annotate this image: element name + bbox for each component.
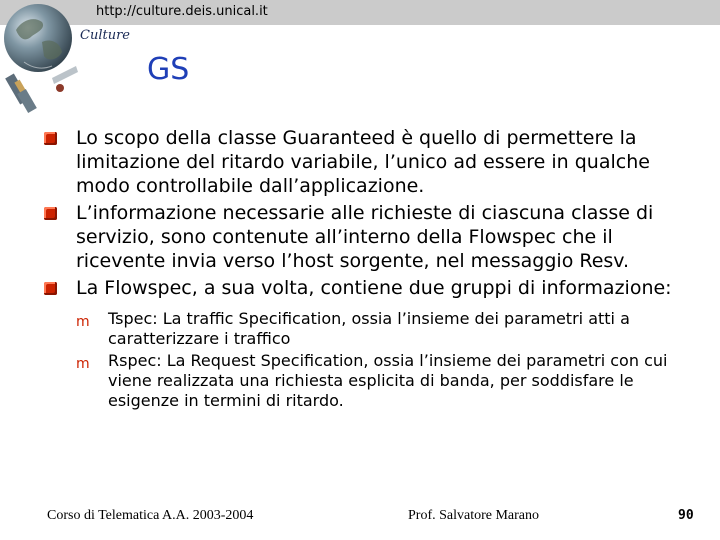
bullet-text: L’informazione necessarie alle richieste di ciascuna classe di servizio, sono contenute all’interno della Flowspec che il ricevente invia verso l’host sorgente, nel messaggio Resv. [76, 202, 654, 272]
logo-text: Culture [80, 28, 130, 43]
subbullet-item [76, 309, 684, 349]
square-bullet-icon [44, 207, 57, 220]
bullet-item [44, 201, 684, 273]
square-bullet-icon [44, 282, 57, 295]
slide-title: GS [147, 52, 190, 87]
satellite-icon [5, 74, 37, 114]
round-bullet-icon: m [76, 356, 90, 372]
page-number: 90 [678, 508, 694, 523]
subbullet-text: Rspec: La Request Specification, ossia l’insieme dei parametri con cui viene realizzata una richiesta esplicita di banda, per soddisfare le esigenze in termini di ritardo. [108, 351, 668, 410]
bullet-item [44, 276, 684, 300]
square-bullet-icon [44, 132, 57, 145]
footer-author: Prof. Salvatore Marano [408, 508, 540, 523]
bullet-text: Lo scopo della classe Guaranteed è quello di permettere la limitazione del ritardo variabile, l’unico ad essere in qualche modo controllabile dall’applicazione. [76, 127, 650, 197]
globe-satellite-logo [2, 2, 132, 114]
bullet-item [44, 126, 684, 198]
subbullet-item [76, 351, 684, 411]
bullet-text: La Flowspec, a sua volta, contiene due gruppi di informazione: [76, 277, 672, 299]
bullet-list [44, 126, 684, 413]
footer-course: Corso di Telematica A.A. 2003-2004 [47, 508, 254, 523]
subbullet-list [76, 309, 684, 411]
subbullet-text: Tspec: La traffic Specification, ossia l’insieme dei parametri atti a caratterizzare i traffico [108, 309, 630, 348]
round-bullet-icon: m [76, 314, 90, 330]
header-url[interactable]: http://culture.deis.unical.it [96, 4, 268, 19]
